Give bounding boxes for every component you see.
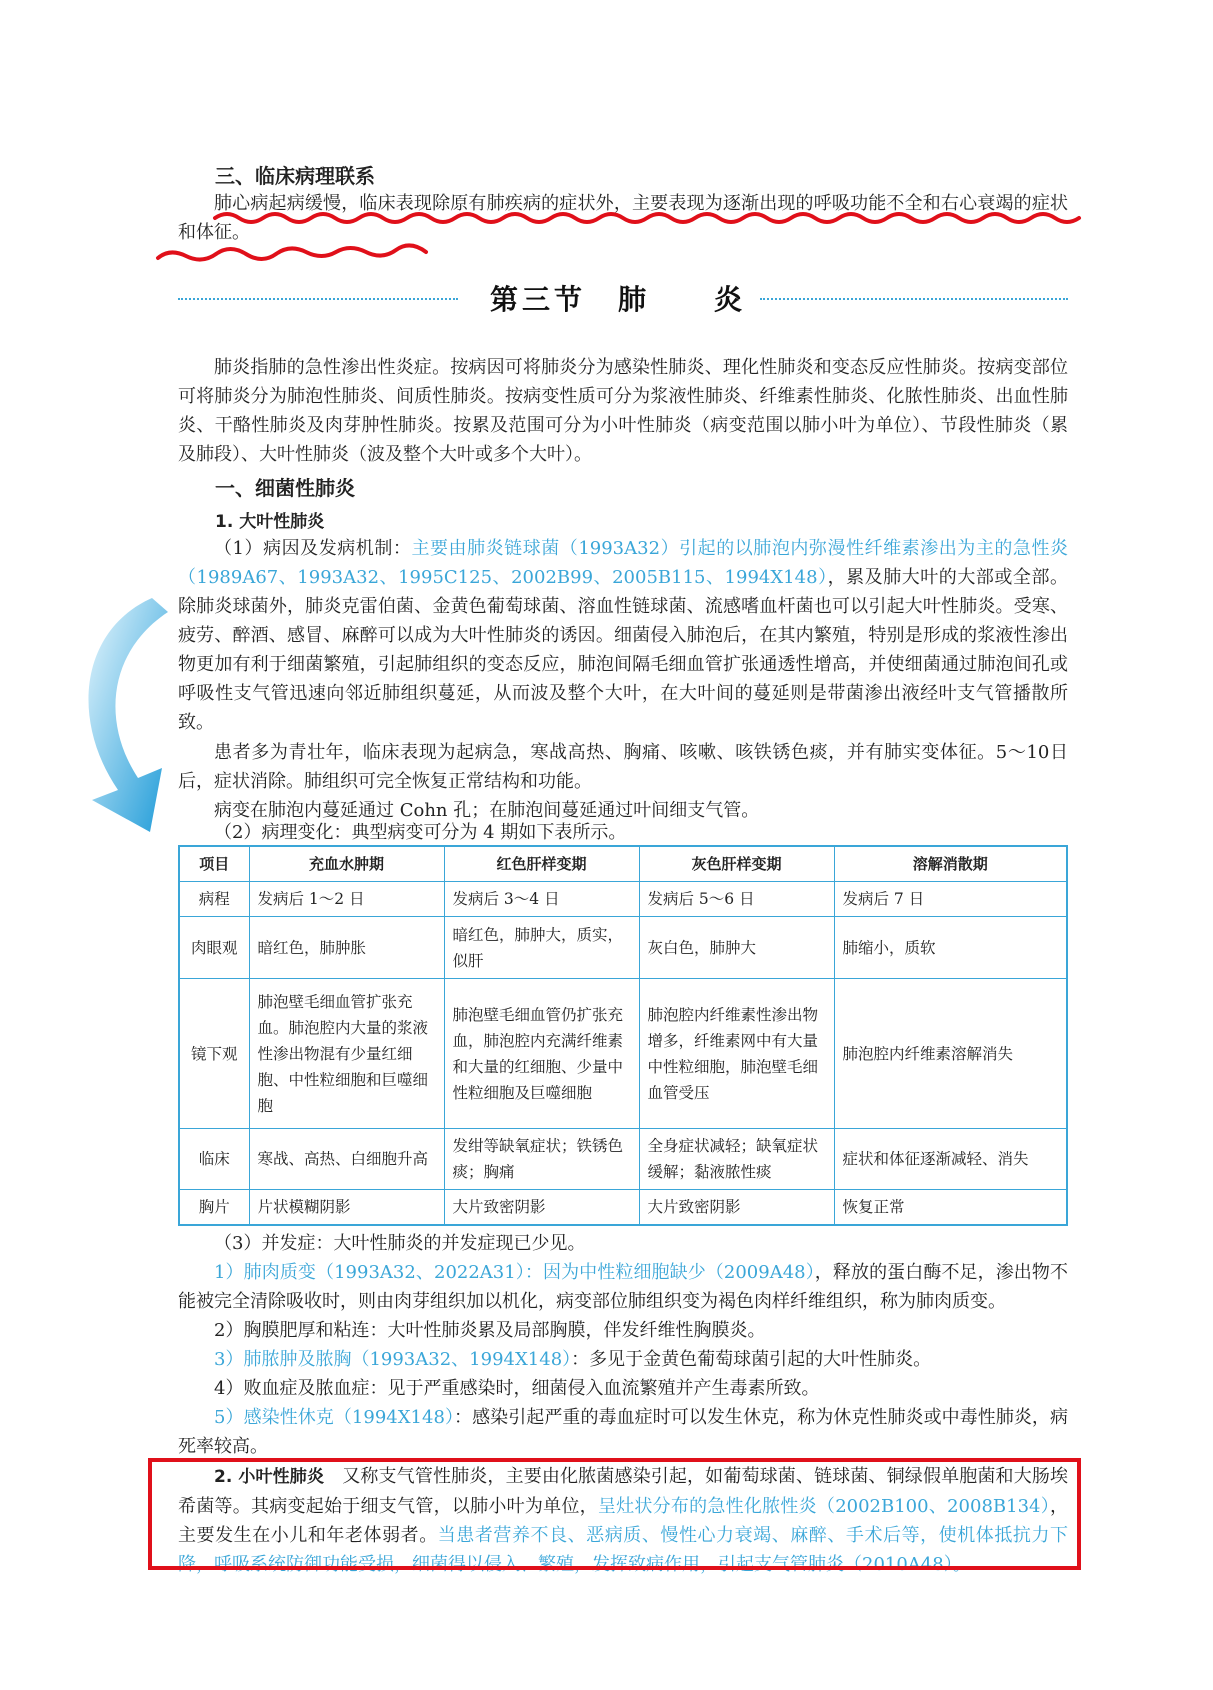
complication-2: 2）胸膜肥厚和粘连：大叶性肺炎累及局部胸膜，伴发纤维性胸膜炎。 — [214, 1320, 766, 1341]
complication-4: 4）败血症及脓血症：见于严重感染时，细菌侵入血流繁殖并产生毒素所致。 — [214, 1378, 820, 1399]
table-cell: 发绀等缺氧症状；铁锈色痰；胸痛 — [444, 1129, 639, 1190]
red-wavy-underline — [158, 245, 426, 259]
table-cell: 肉眼观 — [179, 917, 249, 979]
table-cell: 肺泡腔内纤维素溶解消失 — [834, 979, 1067, 1129]
table-cell: 暗红色，肺肿大，质实，似肝 — [444, 917, 639, 979]
table-cell: 片状模糊阴影 — [249, 1190, 444, 1226]
table-cell: 寒战、高热、白细胞升高 — [249, 1129, 444, 1190]
lobular-highlight-2: 当患者营养不良、恶病质、慢性心力衰竭、麻醉、手术后等，使机体抵抗力下降，呼吸系统防御功能受损，细菌得以侵入、繁殖，发挥致病作用，引起支气管肺炎（2010A48）。 — [178, 1525, 1069, 1575]
table-cell: 暗红色，肺肿胀 — [249, 917, 444, 979]
table-header: 项目 — [179, 846, 249, 882]
lobular-highlight-1: 呈灶状分布的急性化脓性炎（2002B100、2008B134） — [597, 1496, 1050, 1517]
clinical-features-paragraph: 患者多为青壮年，临床表现为起病急，寒战高热、胸痛、咳嗽、咳铁锈色痰，并有肺实变体征。5～10日后，症状消除。肺组织可完全恢复正常结构和功能。 — [178, 742, 1068, 792]
red-wavy-underline — [215, 214, 1079, 222]
table-header: 充血水肿期 — [249, 846, 444, 882]
table-header: 红色肝样变期 — [444, 846, 639, 882]
blue-curved-arrow — [88, 598, 168, 832]
table-cell: 发病后 1～2 日 — [249, 882, 444, 917]
table-cell: 全身症状减轻；缺氧症状缓解；黏液脓性痰 — [639, 1129, 834, 1190]
complications-intro: （3）并发症：大叶性肺炎的并发症现已少见。 — [214, 1233, 586, 1254]
table-cell: 症状和体征逐渐减轻、消失 — [834, 1129, 1067, 1190]
etiology-highlight: 主要由肺炎链球菌（1993A32）引起的以肺泡内弥漫性纤维素渗出为主的急性炎（1989A67、1993A32、1995C125、2002B99、2005B115、1994X148） — [178, 538, 1068, 588]
table-cell: 灰白色，肺肿大 — [639, 917, 834, 979]
bacterial-heading: 一、细菌性肺炎 — [215, 476, 355, 500]
complication-3-highlight: 3）肺脓肿及脓胸（1993A32、1994X148） — [214, 1349, 572, 1370]
table-cell: 病程 — [179, 882, 249, 917]
table-cell: 大片致密阴影 — [444, 1190, 639, 1226]
lobular-text-2: ，主要发生在小儿和年老体弱者。 — [178, 1496, 1068, 1546]
lobar-heading: 1. 大叶性肺炎 — [215, 512, 325, 532]
section-heading-clinical: 三、临床病理联系 — [215, 164, 375, 188]
table-cell: 肺泡壁毛细血管扩张充血。肺泡腔内大量的浆液性渗出物混有少量红细胞、中性粒细胞和巨噬细胞 — [249, 979, 444, 1129]
table-cell: 胸片 — [179, 1190, 249, 1226]
lobular-text-1: 又称支气管性肺炎，主要由化脓菌感染引起，如葡萄球菌、链球菌、铜绿假单胞菌和大肠埃希菌等。其病变起始于细支气管，以肺小叶为单位， — [178, 1466, 1068, 1517]
etiology-label: （1）病因及发病机制： — [214, 538, 412, 559]
intro-paragraph: 肺炎指肺的急性渗出性炎症。按病因可将肺炎分为感染性肺炎、理化性肺炎和变态反应性肺炎。按病变部位可将肺炎分为肺泡性肺炎、间质性肺炎。按病变性质可分为浆液性肺炎、纤维素性肺炎、化脓性肺炎、出血性肺炎、干酪性肺炎及肉芽肿性肺炎。按累及范围可分为小叶性肺炎（病变范围以肺小叶为单位）、节段性肺炎（累及肺段）、大叶性肺炎（波及整个大叶或多个大叶）。 — [178, 357, 1068, 465]
complication-1-highlight: 1）肺肉质变（1993A32、2022A31）：因为中性粒细胞缺少（2009A48） — [214, 1262, 815, 1283]
table-cell: 发病后 7 日 — [834, 882, 1067, 917]
table-cell: 临床 — [179, 1129, 249, 1190]
pathology-intro: （2）病理变化：典型病变可分为 4 期如下表所示。 — [214, 822, 627, 843]
lobular-heading: 2. 小叶性肺炎 — [214, 1467, 325, 1487]
complication-1-rest: ，释放的蛋白酶不足，渗出物不能被完全清除吸收时，则由肉芽组织加以机化，病变部位肺组织变为褐色肉样纤维组织，称为肺肉质变。 — [178, 1262, 1068, 1312]
table-cell: 肺泡腔内纤维素性渗出物增多，纤维素网中有大量中性粒细胞，肺泡壁毛细血管受压 — [639, 979, 834, 1129]
table-cell: 大片致密阴影 — [639, 1190, 834, 1226]
complication-3-rest: ：多见于金黄色葡萄球菌引起的大叶性肺炎。 — [571, 1349, 932, 1370]
table-cell: 肺泡壁毛细血管仍扩张充血，肺泡腔内充满纤维素和大量的红细胞、少量中性粒细胞及巨噬细胞 — [444, 979, 639, 1129]
table-cell: 肺缩小，质软 — [834, 917, 1067, 979]
complication-5-rest: ：感染引起严重的毒血症时可以发生休克，称为休克性肺炎或中毒性肺炎，病死率较高。 — [178, 1407, 1068, 1457]
etiology-rest: ，累及肺大叶的大部或全部。除肺炎球菌外，肺炎克雷伯菌、金黄色葡萄球菌、溶血性链球菌、流感嗜血杆菌也可以引起大叶性肺炎。受寒、疲劳、醉酒、感冒、麻醉可以成为大叶性肺炎的诱因。细菌侵入肺泡后，在其内繁殖，特别是形成的浆液性渗出物更加有利于细菌繁殖，引起肺组织的变态反应，肺泡间隔毛细血管扩张通透性增高，并使细菌通过肺泡间孔或呼吸性支气管迅速向邻近肺组织蔓延，从而波及整个大叶，在大叶间的蔓延则是带菌渗出液经叶支气管播散所致。 — [178, 567, 1068, 733]
table-cell: 镜下观 — [179, 979, 249, 1129]
section-title: 第三节 肺 炎 — [490, 283, 747, 316]
table-header: 溶解消散期 — [834, 846, 1067, 882]
table-cell: 发病后 5～6 日 — [639, 882, 834, 917]
table-cell: 恢复正常 — [834, 1190, 1067, 1226]
complication-5-highlight: 5）感染性休克（1994X148） — [214, 1407, 455, 1428]
table-header: 灰色肝样变期 — [639, 846, 834, 882]
clinical-paragraph: 肺心病起病缓慢，临床表现除原有肺疾病的症状外，主要表现为逐渐出现的呼吸功能不全和右心衰竭的症状和体征。 — [178, 193, 1068, 243]
spread-paragraph: 病变在肺泡内蔓延通过 Cohn 孔；在肺泡间蔓延通过叶间细支气管。 — [214, 800, 760, 821]
table-cell: 发病后 3～4 日 — [444, 882, 639, 917]
